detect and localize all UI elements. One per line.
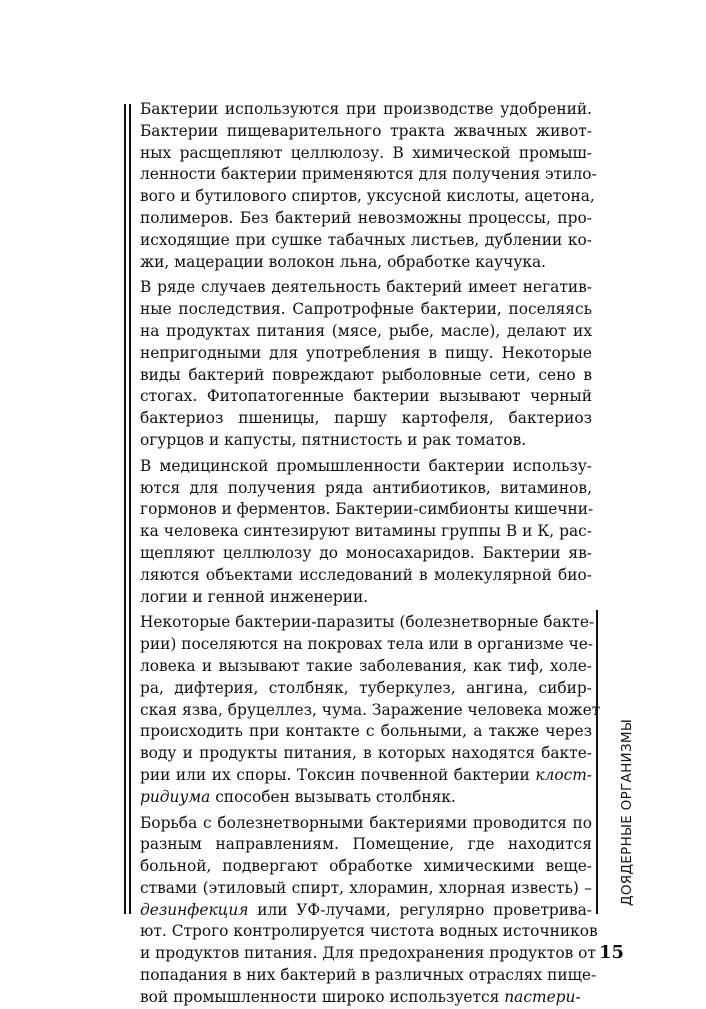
text-run: огурцов и капусты, пятнистость и рак томатов. <box>140 430 527 449</box>
text-line <box>140 456 592 478</box>
text-run: способен вызывать столбняк. <box>210 787 456 806</box>
text-run: непригодными для употребления в пищу. Некоторые <box>140 343 592 362</box>
text-run: щепляют целлюлозу до моносахаридов. Бактерии яв- <box>140 543 592 562</box>
text-line <box>140 634 592 656</box>
text-run: происходить при контакте с больными, а также через <box>140 722 592 741</box>
text-run: бактериоз пшеницы, паршу картофеля, бактериоз <box>140 409 592 428</box>
text-run: Бактерии используются при производстве удобрений. <box>140 100 592 118</box>
text-line <box>140 900 592 922</box>
text-line <box>140 765 592 787</box>
text-line <box>140 943 596 965</box>
text-line <box>140 365 592 387</box>
text-run: или УФ-лучами, регулярно проветрива- <box>248 900 592 919</box>
text-run: виды бактерий повреждают рыболовные сети, сено в <box>140 365 592 384</box>
section-side-label: ДОЯДЕРНЫЕ ОРГАНИЗМЫ <box>619 718 635 906</box>
text-run: на продуктах питания (мясе, рыбе, масле), делают их <box>140 321 592 340</box>
text-run: вой промышленности широко используется <box>140 987 505 1006</box>
text-run: Борьба с болезнетворными бактериями проводится по <box>140 813 592 832</box>
text-line <box>140 299 592 321</box>
italic-term: пастери- <box>504 987 581 1006</box>
text-line <box>140 321 592 343</box>
text-run: ленности бактерии применяются для получения этило- <box>140 165 597 184</box>
text-line <box>140 99 592 121</box>
italic-term: ридиума <box>140 787 211 806</box>
italic-term: дезинфекция <box>140 900 249 919</box>
text-line <box>140 186 595 208</box>
text-line <box>140 921 598 943</box>
text-run: логии и генной инженерии. <box>140 587 369 606</box>
text-line <box>140 430 592 452</box>
text-run: ка человека синтезируют витамины группы В и К, рас- <box>140 522 592 541</box>
left-margin-rule-inner <box>129 104 131 914</box>
text-line <box>140 878 592 900</box>
text-run: попадания в них бактерий в различных отраслях пище- <box>140 966 597 985</box>
text-line <box>140 987 592 1009</box>
text-run: В медицинской промышленности бактерии использу- <box>140 456 592 475</box>
paragraph <box>140 456 592 609</box>
text-line <box>140 700 601 722</box>
text-line <box>140 499 592 521</box>
paragraph <box>140 612 601 808</box>
text-run: воду и продукты питания, в которых находятся бакте- <box>140 744 592 763</box>
text-line <box>140 252 592 274</box>
text-line <box>140 813 592 835</box>
paragraph <box>140 813 598 1009</box>
text-line <box>140 277 592 299</box>
text-line <box>140 856 592 878</box>
text-line <box>140 230 592 252</box>
text-run: Некоторые бактерии-паразиты (болезнетворные бакте- <box>140 613 595 632</box>
text-run: ные последствия. Сапротрофные бактерии, поселяясь <box>140 300 592 319</box>
text-line <box>140 208 592 230</box>
text-line <box>140 656 592 678</box>
text-line <box>140 743 592 765</box>
text-run: ская язва, бруцеллез, чума. Заражение человека может <box>140 700 601 719</box>
italic-term: клост- <box>535 765 592 784</box>
text-run: стогах. Фитопатогенные бактерии вызывают черный <box>140 387 592 406</box>
text-run: ных расщепляют целлюлозу. В химической промыш- <box>140 143 592 162</box>
text-line <box>140 678 592 700</box>
text-run: разным направлениям. Помещение, где находится <box>140 835 592 854</box>
text-line <box>140 143 592 165</box>
text-run: В ряде случаев деятельность бактерий имеет негатив- <box>140 278 592 297</box>
text-line <box>140 408 592 430</box>
right-margin-rule <box>596 610 598 914</box>
text-run: ляются объектами исследований в молекулярной био- <box>140 565 592 584</box>
text-run: ра, дифтерия, столбняк, туберкулез, ангина, сибир- <box>140 678 592 697</box>
text-line <box>140 386 592 408</box>
text-run: вого и бутилового спиртов, уксусной кислоты, ацетона, <box>140 187 595 206</box>
text-line <box>140 965 597 987</box>
text-run: и продуктов питания. Для предохранения продуктов от <box>140 944 596 963</box>
text-line <box>140 612 595 634</box>
text-line <box>140 565 592 587</box>
text-run: жи, мацерации волокон льна, обработке каучука. <box>140 252 547 271</box>
text-line <box>140 521 592 543</box>
text-line <box>140 587 592 609</box>
text-run: полимеров. Без бактерий невозможны процессы, про- <box>140 208 592 227</box>
left-margin-rule-outer <box>124 104 126 914</box>
text-run: больной, подвергают обработке химическими веще- <box>140 857 592 876</box>
text-run: исходящие при сушке табачных листьев, дублении ко- <box>140 230 592 249</box>
text-run: ются для получения ряда антибиотиков, витаминов, <box>140 478 592 497</box>
text-run: рии) поселяются на покровах тела или в организме че- <box>140 635 594 654</box>
paragraph <box>140 99 597 273</box>
text-line <box>140 787 592 809</box>
text-line <box>140 721 592 743</box>
text-line <box>140 834 592 856</box>
text-run: ловека и вызывают такие заболевания, как тиф, холе- <box>140 656 592 675</box>
text-run: Бактерии пищеварительного тракта жвачных живот- <box>140 121 592 140</box>
paragraph <box>140 277 592 451</box>
text-line <box>140 164 597 186</box>
text-line <box>140 543 592 565</box>
text-run: ют. Строго контролируется чистота водных источников <box>140 922 598 941</box>
page-number: 15 <box>599 942 625 963</box>
text-line <box>140 121 592 143</box>
text-line <box>140 478 592 500</box>
text-run: рии или их споры. Токсин почвенной бактерии <box>140 765 536 784</box>
text-run: ствами (этиловый спирт, хлорамин, хлорная известь) – <box>140 878 592 897</box>
text-run: гормонов и ферментов. Бактерии-симбионты кишечни- <box>140 500 594 519</box>
text-line <box>140 343 592 365</box>
body-text <box>140 99 601 1009</box>
